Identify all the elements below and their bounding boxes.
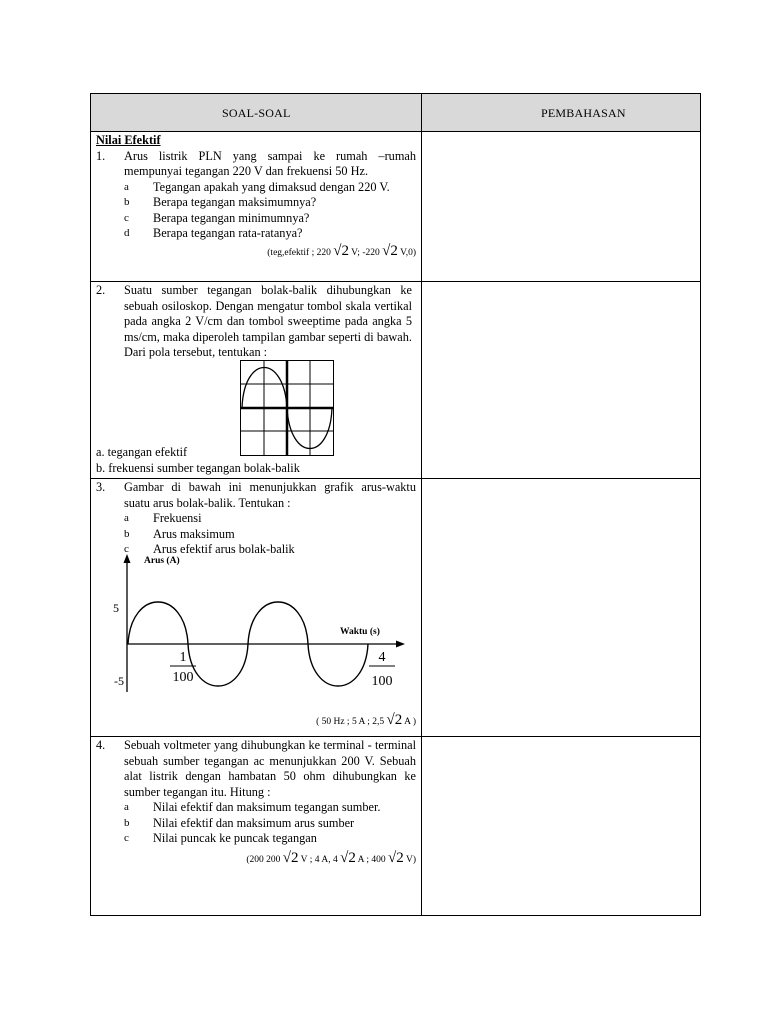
question-1 (96, 133, 416, 261)
question-2 (96, 283, 416, 361)
answer-key: ( 50 Hz ; 5 A ; 2,5 √2 A ) (316, 712, 416, 728)
list-item: a Frekuensi (124, 511, 202, 525)
question-number: 2. (96, 283, 106, 297)
question-2-items (96, 445, 416, 476)
question-3 (96, 480, 416, 558)
list-item: b Nilai efektif dan maksimum arus sumber (124, 815, 355, 830)
question-3-answer (96, 711, 416, 731)
table-column-divider (421, 93, 422, 916)
table-divider (90, 281, 701, 282)
list-item: c Nilai puncak ke puncak tegangan (124, 831, 317, 845)
table-divider (90, 131, 701, 132)
tick-label: 1 (179, 650, 187, 665)
table-border-top (90, 93, 701, 94)
question-text: Arus listrik PLN yang sampai ke rumah –rumah mempunyai tegangan 220 V dan frekuensi 50 Hz. (124, 148, 416, 178)
header-soal: SOAL-SOAL (222, 106, 291, 120)
table-divider (90, 478, 701, 479)
tick-label: 100 (172, 670, 194, 685)
list-item: b. frekuensi sumber tegangan bolak-balik (96, 460, 300, 475)
answer-key: (teg,efektif ; 220 √2 V; -220 √2 V,0) (267, 242, 416, 259)
question-number: 4. (96, 738, 106, 752)
header-pembahasan: PEMBAHASAN (541, 106, 626, 120)
worksheet-table (90, 93, 701, 916)
tick-label: 5 (113, 601, 119, 615)
list-item: a. tegangan efektif (96, 445, 188, 459)
tick-label: 100 (371, 674, 393, 689)
table-border-left (90, 93, 91, 916)
section-title: Nilai Efektif (96, 133, 161, 147)
list-item: a Nilai efektif dan maksimum tegangan sumber. (124, 800, 381, 814)
table-border-bottom (90, 915, 701, 916)
question-text: Sebuah voltmeter yang dihubungkan ke terminal - terminal sebuah sumber tegangan ac menunjukkan 200 V. Sebuah alat listrik dengan hambatan 50 ohm dihubungkan ke sumber tegangan itu. Hitung : (124, 738, 416, 799)
oscilloscope-figure (240, 360, 334, 456)
question-text: Suatu sumber tegangan bolak-balik dihubungkan ke sebuah osiloskop. Dengan mengatur tombol skala vertikal pada angka 2 V/cm dan tombol sweeptime pada angka 5 ms/cm, maka diperoleh tampilan gambar seperti di bawah. Dari pola tersebut, tentukan : (124, 283, 412, 359)
question-number: 1. (96, 148, 106, 163)
list-item: b Berapa tegangan maksimumnya? (124, 195, 317, 209)
y-axis-arrow (124, 554, 131, 563)
list-item: d Berapa tegangan rata-ratanya? (124, 226, 303, 240)
list-item: c Berapa tegangan minimumnya? (124, 210, 310, 225)
y-axis-label: Arus (A) (144, 556, 180, 566)
table-border-right (700, 93, 701, 916)
question-text: Gambar di bawah ini menunjukkan grafik arus-waktu suatu arus bolak-balik. Tentukan : (124, 480, 416, 510)
tick-label: 4 (378, 650, 386, 665)
tick-label: -5 (114, 674, 124, 688)
current-time-graph (106, 554, 406, 694)
x-axis-label: Waktu (s) (340, 627, 380, 637)
list-item: a Tegangan apakah yang dimaksud dengan 220 V. (124, 179, 390, 194)
table-divider (90, 736, 701, 737)
answer-key: (200 200 √2 V ; 4 A, 4 √2 A ; 400 √2 V) (246, 849, 416, 866)
question-4 (96, 738, 416, 868)
list-item: c Arus efektif arus bolak-balik (124, 542, 295, 556)
question-number: 3. (96, 480, 106, 494)
list-item: b Arus maksimum (124, 526, 235, 541)
x-axis-arrow (396, 641, 405, 648)
